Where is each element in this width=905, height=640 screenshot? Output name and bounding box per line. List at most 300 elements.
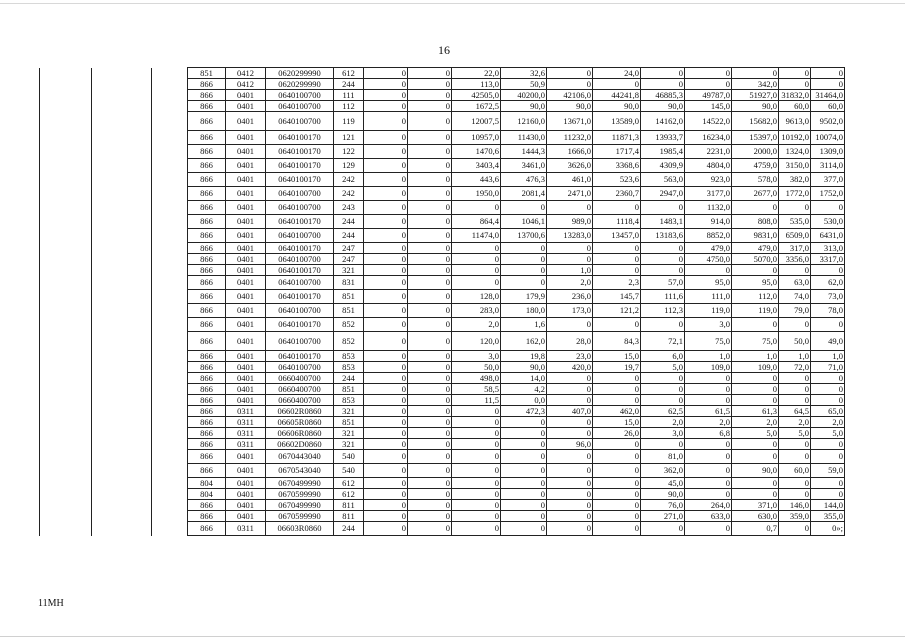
table-cell: 0401 <box>226 384 266 395</box>
table-cell: 866 <box>188 318 226 332</box>
table-cell: 0640100700 <box>266 254 334 265</box>
table-cell: 1672,5 <box>452 101 501 112</box>
table-cell: 111 <box>334 90 364 101</box>
table-cell: 50,0 <box>779 332 811 351</box>
table-cell: 462,0 <box>593 406 641 417</box>
table-cell: 0311 <box>226 417 266 428</box>
empty-cell <box>152 101 188 112</box>
table-cell: 75,0 <box>685 332 732 351</box>
table-cell: 0 <box>364 318 408 332</box>
table-cell: 13183,6 <box>641 229 685 243</box>
empty-cell <box>92 215 152 229</box>
table-cell: 2,0 <box>641 417 685 428</box>
table-cell: 14522,0 <box>685 112 732 131</box>
table-cell: 5,0 <box>811 428 845 439</box>
table-cell: 866 <box>188 304 226 318</box>
table-cell: 264,0 <box>685 500 732 511</box>
table-cell: 0670499990 <box>266 500 334 511</box>
table-cell: 162,0 <box>501 332 547 351</box>
table-cell: 242 <box>334 173 364 187</box>
table-cell: 0 <box>408 450 452 464</box>
table-cell: 1132,0 <box>685 201 732 215</box>
table-cell: 180,0 <box>501 304 547 318</box>
empty-cell <box>40 417 92 428</box>
table-cell: 242 <box>334 187 364 201</box>
table-cell: 6,8 <box>685 428 732 439</box>
table-cell: 2000,0 <box>732 145 779 159</box>
empty-cell <box>92 395 152 406</box>
table-cell: 0401 <box>226 265 266 276</box>
empty-cell <box>40 332 92 351</box>
empty-cell <box>40 265 92 276</box>
table-cell: 0 <box>811 489 845 500</box>
table-cell: 4750,0 <box>685 254 732 265</box>
table-cell: 0640100170 <box>266 265 334 276</box>
table-cell: 407,0 <box>547 406 593 417</box>
table-cell: 866 <box>188 265 226 276</box>
table-cell: 6,0 <box>641 351 685 362</box>
table-cell: 0 <box>685 522 732 536</box>
table-cell: 0 <box>641 254 685 265</box>
table-cell: 0 <box>364 439 408 450</box>
table-cell: 0 <box>364 265 408 276</box>
table-cell: 121,2 <box>593 304 641 318</box>
table-cell: 0401 <box>226 254 266 265</box>
empty-cell <box>40 464 92 478</box>
table-cell: 342,0 <box>732 79 779 90</box>
table-cell: 58,5 <box>452 384 501 395</box>
table-cell: 0 <box>811 201 845 215</box>
table-cell: 0401 <box>226 173 266 187</box>
table-cell: 612 <box>334 68 364 79</box>
empty-cell <box>152 243 188 254</box>
table-row <box>40 417 845 428</box>
table-cell: 0640100170 <box>266 145 334 159</box>
table-cell: 26,0 <box>593 428 641 439</box>
table-cell: 0 <box>408 229 452 243</box>
table-cell: 31464,0 <box>811 90 845 101</box>
table-cell: 5,0 <box>779 428 811 439</box>
table-cell: 3461,0 <box>501 159 547 173</box>
table-cell: 811 <box>334 500 364 511</box>
table-cell: 1,0 <box>811 351 845 362</box>
table-cell: 19,7 <box>593 362 641 373</box>
empty-cell <box>40 187 92 201</box>
table-cell: 0 <box>408 276 452 290</box>
table-cell: 851 <box>188 68 226 79</box>
table-cell: 11474,0 <box>452 229 501 243</box>
table-cell: 0 <box>593 373 641 384</box>
table-cell: 0 <box>641 384 685 395</box>
table-cell: 0640100170 <box>266 351 334 362</box>
table-cell: 0 <box>408 215 452 229</box>
table-cell: 0 <box>452 500 501 511</box>
table-cell: 0 <box>408 439 452 450</box>
table-cell: 129 <box>334 159 364 173</box>
table-cell: 0401 <box>226 489 266 500</box>
table-cell: 8852,0 <box>685 229 732 243</box>
table-cell: 0 <box>547 243 593 254</box>
table-cell: 0 <box>641 373 685 384</box>
table-cell: 111,6 <box>641 290 685 304</box>
table-cell: 113,0 <box>452 79 501 90</box>
table-cell: 0620299990 <box>266 68 334 79</box>
table-cell: 0,0 <box>501 395 547 406</box>
table-cell: 119 <box>334 112 364 131</box>
table-cell: 0 <box>732 450 779 464</box>
table-cell: 0 <box>408 79 452 90</box>
table-cell: 283,0 <box>452 304 501 318</box>
table-cell: 112,3 <box>641 304 685 318</box>
table-cell: 0 <box>547 68 593 79</box>
empty-cell <box>152 159 188 173</box>
table-cell: 12160,0 <box>501 112 547 131</box>
table-cell: 3,0 <box>685 318 732 332</box>
table-cell: 0 <box>811 79 845 90</box>
table-cell: 0 <box>685 79 732 90</box>
table-cell: 49,0 <box>811 332 845 351</box>
table-cell: 44241,8 <box>593 90 641 101</box>
table-cell: 0412 <box>226 68 266 79</box>
table-cell: 0 <box>779 395 811 406</box>
table-cell: 0 <box>547 464 593 478</box>
empty-cell <box>92 522 152 536</box>
empty-cell <box>92 332 152 351</box>
table-cell: 0 <box>641 68 685 79</box>
empty-cell <box>40 362 92 373</box>
table-cell: 0 <box>501 439 547 450</box>
table-cell: 321 <box>334 439 364 450</box>
table-cell: 851 <box>334 290 364 304</box>
table-cell: 866 <box>188 243 226 254</box>
table-cell: 79,0 <box>779 304 811 318</box>
table-cell: 59,0 <box>811 464 845 478</box>
table-cell: 0 <box>779 439 811 450</box>
table-cell: 4,2 <box>501 384 547 395</box>
table-cell: 866 <box>188 439 226 450</box>
table-cell: 2,0 <box>779 417 811 428</box>
empty-cell <box>92 489 152 500</box>
table-cell: 0640100170 <box>266 159 334 173</box>
table-cell: 866 <box>188 215 226 229</box>
table-cell: 866 <box>188 173 226 187</box>
empty-cell <box>152 90 188 101</box>
table-cell: 866 <box>188 450 226 464</box>
table-cell: 0401 <box>226 511 266 522</box>
table-cell: 15682,0 <box>732 112 779 131</box>
table-cell: 1118,4 <box>593 215 641 229</box>
table-cell: 0 <box>408 318 452 332</box>
table-cell: 14,0 <box>501 373 547 384</box>
table-cell: 90,0 <box>501 362 547 373</box>
table-cell: 866 <box>188 332 226 351</box>
table-cell: 476,3 <box>501 173 547 187</box>
table-cell: 64,5 <box>779 406 811 417</box>
table-cell: 866 <box>188 373 226 384</box>
table-cell: 0 <box>364 145 408 159</box>
table-cell: 73,0 <box>811 290 845 304</box>
table-cell: 0 <box>501 478 547 489</box>
table-row <box>40 276 845 290</box>
table-cell: 3317,0 <box>811 254 845 265</box>
table-cell: 630,0 <box>732 511 779 522</box>
table-cell: 0 <box>452 489 501 500</box>
empty-cell <box>92 187 152 201</box>
table-cell: 236,0 <box>547 290 593 304</box>
table-cell: 0 <box>452 276 501 290</box>
table-cell: 0 <box>408 265 452 276</box>
table-cell: 1772,0 <box>779 187 811 201</box>
table-cell: 0 <box>364 79 408 90</box>
empty-cell <box>92 500 152 511</box>
empty-cell <box>152 500 188 511</box>
table-cell: 244 <box>334 522 364 536</box>
table-cell: 1444,3 <box>501 145 547 159</box>
empty-cell <box>92 351 152 362</box>
empty-cell <box>40 489 92 500</box>
scan-edge-top <box>0 3 905 4</box>
table-row <box>40 187 845 201</box>
empty-cell <box>40 229 92 243</box>
table-cell: 0640100170 <box>266 173 334 187</box>
table-cell: 0 <box>547 417 593 428</box>
table-row <box>40 243 845 254</box>
table-cell: 0 <box>641 79 685 90</box>
empty-cell <box>92 428 152 439</box>
table-cell: 0 <box>501 265 547 276</box>
table-cell: 0 <box>364 373 408 384</box>
table-cell: 0 <box>732 68 779 79</box>
table-cell: 0 <box>501 464 547 478</box>
table-cell: 3356,0 <box>779 254 811 265</box>
table-row <box>40 439 845 450</box>
table-cell: 0 <box>685 450 732 464</box>
table-cell: 0 <box>685 265 732 276</box>
empty-cell <box>92 229 152 243</box>
footer-mark: 11MH <box>38 598 64 609</box>
empty-cell <box>92 290 152 304</box>
table-row <box>40 90 845 101</box>
empty-cell <box>152 187 188 201</box>
empty-cell <box>152 362 188 373</box>
table-cell: 377,0 <box>811 173 845 187</box>
table-cell: 244 <box>334 373 364 384</box>
table-cell: 0 <box>501 254 547 265</box>
table-cell: 0 <box>685 464 732 478</box>
table-cell: 95,0 <box>732 276 779 290</box>
table-cell: 76,0 <box>641 500 685 511</box>
table-cell: 0 <box>501 489 547 500</box>
table-cell: 612 <box>334 478 364 489</box>
table-cell: 0 <box>685 373 732 384</box>
table-cell: 0401 <box>226 229 266 243</box>
empty-cell <box>92 478 152 489</box>
table-cell: 479,0 <box>685 243 732 254</box>
table-cell: 0 <box>593 522 641 536</box>
table-cell: 9502,0 <box>811 112 845 131</box>
empty-cell <box>40 131 92 145</box>
table-cell: 06603R0860 <box>266 522 334 536</box>
table-cell: 0 <box>452 511 501 522</box>
table-cell: 0 <box>408 173 452 187</box>
table-cell: 1046,1 <box>501 215 547 229</box>
empty-cell <box>152 450 188 464</box>
table-cell: 0 <box>593 265 641 276</box>
empty-cell <box>40 243 92 254</box>
table-cell: 0 <box>452 243 501 254</box>
table-cell: 866 <box>188 145 226 159</box>
table-cell: 0401 <box>226 304 266 318</box>
table-cell: 0640100700 <box>266 187 334 201</box>
table-cell: 0 <box>547 318 593 332</box>
table-cell: 0640100700 <box>266 304 334 318</box>
table-cell: 24,0 <box>593 68 641 79</box>
table-cell: 119,0 <box>732 304 779 318</box>
table-cell: 0 <box>364 511 408 522</box>
table-row <box>40 406 845 417</box>
empty-cell <box>92 131 152 145</box>
table-cell: 10074,0 <box>811 131 845 145</box>
empty-cell <box>92 304 152 318</box>
empty-cell <box>40 112 92 131</box>
table-row <box>40 254 845 265</box>
table-cell: 173,0 <box>547 304 593 318</box>
table-cell: 0 <box>811 439 845 450</box>
table-cell: 523,6 <box>593 173 641 187</box>
table-row <box>40 450 845 464</box>
empty-cell <box>152 290 188 304</box>
table-cell: 0 <box>408 254 452 265</box>
table-cell: 866 <box>188 90 226 101</box>
table-cell: 0 <box>593 318 641 332</box>
table-cell: 851 <box>334 304 364 318</box>
table-row <box>40 173 845 187</box>
table-cell: 0 <box>811 395 845 406</box>
table-cell: 0640100700 <box>266 362 334 373</box>
table-cell: 0401 <box>226 478 266 489</box>
table-cell: 13283,0 <box>547 229 593 243</box>
table-cell: 0 <box>364 276 408 290</box>
table-cell: 866 <box>188 159 226 173</box>
empty-cell <box>40 384 92 395</box>
table-cell: 71,0 <box>811 362 845 373</box>
table-cell: 612 <box>334 489 364 500</box>
empty-cell <box>92 90 152 101</box>
table-cell: 0401 <box>226 351 266 362</box>
table-cell: 0640100700 <box>266 201 334 215</box>
empty-cell <box>152 439 188 450</box>
table-cell: 0 <box>408 362 452 373</box>
empty-cell <box>40 304 92 318</box>
table-cell: 06602D0860 <box>266 439 334 450</box>
table-cell: 0 <box>408 522 452 536</box>
table-cell: 804 <box>188 478 226 489</box>
table-row <box>40 478 845 489</box>
empty-cell <box>152 464 188 478</box>
table-cell: 15,0 <box>593 417 641 428</box>
table-cell: 540 <box>334 450 364 464</box>
table-cell: 0 <box>364 243 408 254</box>
table-cell: 0 <box>408 406 452 417</box>
page-number: 16 <box>438 43 450 57</box>
table-cell: 0 <box>364 229 408 243</box>
table-cell: 808,0 <box>732 215 779 229</box>
table-cell: 0670543040 <box>266 464 334 478</box>
empty-cell <box>152 68 188 79</box>
table-cell: 1470,6 <box>452 145 501 159</box>
empty-cell <box>40 478 92 489</box>
table-cell: 0 <box>364 68 408 79</box>
table-cell: 57,0 <box>641 276 685 290</box>
table-cell: 0 <box>364 464 408 478</box>
table-cell: 0 <box>685 395 732 406</box>
table-cell: 0 <box>547 500 593 511</box>
table-cell: 0 <box>364 489 408 500</box>
table-cell: 0 <box>779 373 811 384</box>
table-cell: 179,9 <box>501 290 547 304</box>
table-cell: 0401 <box>226 101 266 112</box>
table-cell: 109,0 <box>685 362 732 373</box>
empty-cell <box>92 112 152 131</box>
table-cell: 0 <box>593 464 641 478</box>
empty-cell <box>92 265 152 276</box>
table-cell: 0 <box>408 384 452 395</box>
table-cell: 72,1 <box>641 332 685 351</box>
table-cell: 0401 <box>226 395 266 406</box>
table-row <box>40 229 845 243</box>
table-cell: 0 <box>779 265 811 276</box>
table-cell: 866 <box>188 290 226 304</box>
table-cell: 90,0 <box>641 489 685 500</box>
empty-cell <box>152 254 188 265</box>
table-cell: 355,0 <box>811 511 845 522</box>
table-cell: 0 <box>593 395 641 406</box>
table-cell: 0 <box>547 522 593 536</box>
table-cell: 0 <box>547 254 593 265</box>
empty-cell <box>92 439 152 450</box>
table-cell: 72,0 <box>779 362 811 373</box>
empty-cell <box>152 428 188 439</box>
table-cell: 923,0 <box>685 173 732 187</box>
table-row <box>40 362 845 373</box>
empty-cell <box>152 511 188 522</box>
table-cell: 0 <box>547 428 593 439</box>
empty-cell <box>40 145 92 159</box>
table-cell: 2,3 <box>593 276 641 290</box>
table-cell: 0 <box>593 478 641 489</box>
table-cell: 0 <box>408 373 452 384</box>
empty-cell <box>40 351 92 362</box>
table-cell: 0 <box>364 395 408 406</box>
table-cell: 1752,0 <box>811 187 845 201</box>
table-cell: 0640100700 <box>266 229 334 243</box>
table-cell: 145,0 <box>685 101 732 112</box>
table-cell: 866 <box>188 229 226 243</box>
table-row <box>40 159 845 173</box>
table-cell: 864,4 <box>452 215 501 229</box>
table-cell: 0401 <box>226 290 266 304</box>
empty-cell <box>40 522 92 536</box>
table-cell: 60,0 <box>811 101 845 112</box>
empty-cell <box>152 406 188 417</box>
table-cell: 0 <box>408 304 452 318</box>
table-cell: 0 <box>364 215 408 229</box>
table-cell: 1950,0 <box>452 187 501 201</box>
table-cell: 60,0 <box>779 464 811 478</box>
table-cell: 0»; <box>811 522 845 536</box>
table-cell: 13589,0 <box>593 112 641 131</box>
table-cell: 1309,0 <box>811 145 845 159</box>
